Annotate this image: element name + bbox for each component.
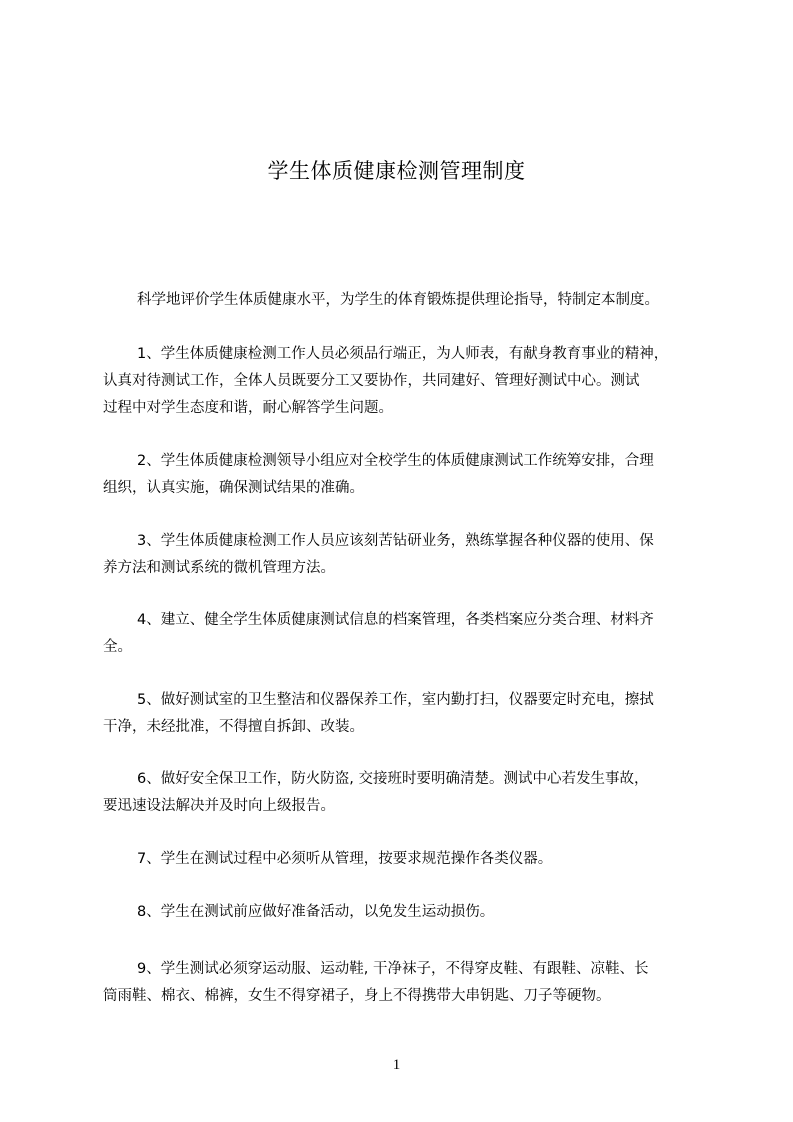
rule-1 [103, 341, 711, 422]
rule-2 [103, 448, 711, 502]
rule-line: 干净，未经批准，不得擅自拆卸、改装。 [103, 719, 364, 735]
rule-9 [103, 956, 711, 1010]
rule-line: 认真对待测试工作，全体人员既要分工又要协作，共同建好、管理好测试中心。测试 [103, 373, 640, 389]
rule-line: 组织，认真实施，确保测试结果的准确。 [103, 480, 364, 496]
rule-line: 要迅速设法解决并及时向上级报告。 [103, 798, 335, 814]
intro-paragraph [103, 287, 711, 314]
rule-5 [103, 687, 711, 741]
rule-line: 5、做好测试室的卫生整洁和仪器保养工作，室内勤打扫，仪器要定时充电，擦拭 [137, 692, 654, 708]
rule-line: 9、学生测试必须穿运动服、运动鞋, 干净袜子，不得穿皮鞋、有跟鞋、凉鞋、长 [137, 961, 649, 977]
rule-4 [103, 607, 711, 661]
rule-line: 3、学生体质健康检测工作人员应该刻苦钻研业务，熟练掌握各种仪器的使用、保 [137, 533, 654, 549]
rule-line: 6、做好安全保卫工作，防火防盗, 交接班时要明确清楚。测试中心若发生事故， [137, 771, 649, 787]
rule-8 [103, 899, 711, 926]
document-title: 学生体质健康检测管理制度 [267, 159, 526, 184]
rule-line: 8、学生在测试前应做好准备活动，以免发生运动损伤。 [137, 904, 495, 920]
rule-line: 1、学生体质健康检测工作人员必须品行端正，为人师表，有献身教育事业的精神， [137, 346, 669, 362]
rule-line: 过程中对学生态度和谐，耐心解答学生问题。 [103, 400, 393, 416]
rule-3 [103, 528, 711, 582]
rule-line: 养方法和测试系统的微机管理方法。 [103, 560, 335, 576]
rule-line: 4、建立、健全学生体质健康测试信息的档案管理，各类档案应分类合理、材料齐 [137, 612, 654, 628]
rule-6 [103, 766, 711, 820]
rule-line: 2、学生体质健康检测领导小组应对全校学生的体质健康测试工作统筹安排，合理 [137, 453, 654, 469]
rule-line: 7、学生在测试过程中必须听从管理，按要求规范操作各类仪器。 [137, 851, 553, 867]
page-number: 1 [392, 1057, 401, 1073]
intro-line: 科学地评价学生体质健康水平，为学生的体育锻炼提供理论指导，特制定本制度。 [137, 292, 659, 308]
rule-7 [103, 846, 711, 873]
rule-line: 筒雨鞋、棉衣、棉裤，女生不得穿裙子，身上不得携带大串钥匙、刀子等硬物。 [103, 988, 611, 1004]
rule-line: 全。 [103, 639, 132, 655]
